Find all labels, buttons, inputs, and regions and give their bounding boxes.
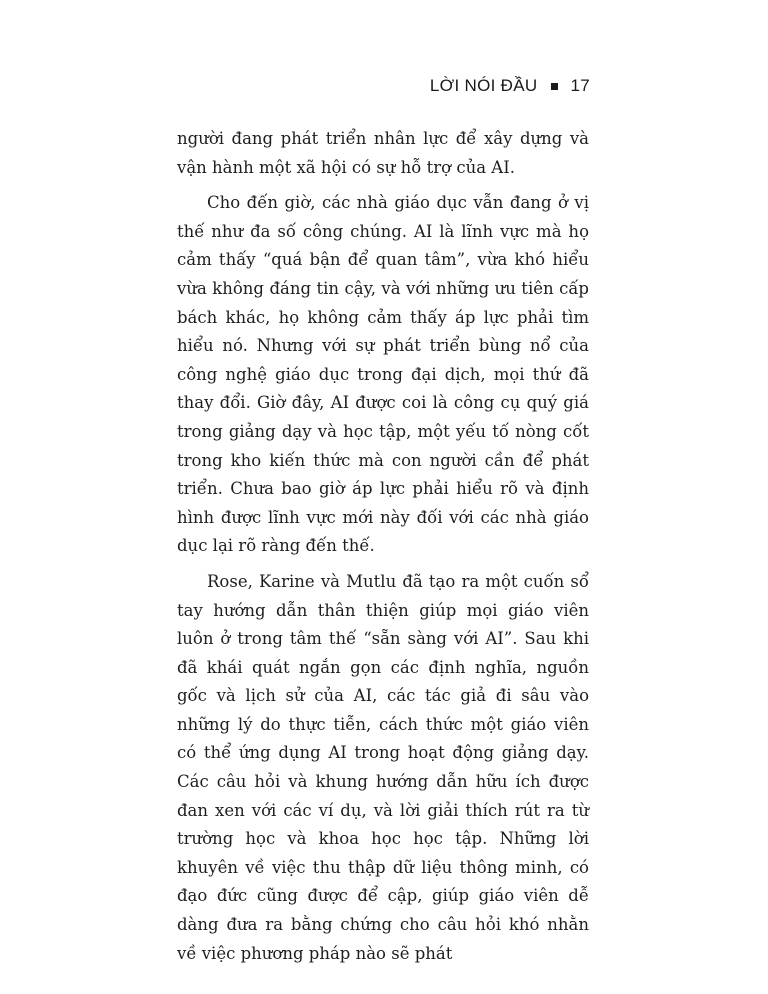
square-bullet-icon: [551, 83, 558, 90]
paragraph: Cho đến giờ, các nhà giáo dục vẫn đang ở vị thế như đa số công chúng. AI là lĩnh vực mà họ cảm thấy “quá bận để quan tâm”, vừa khó hiểu vừa không đáng tin cậy, và với những ưu tiên cấp bách khác, họ không cảm thấy áp lực phải tìm hiểu nó. Nhưng với sự phát triển bùng nổ của công nghệ giáo dục trong đại dịch, mọi thứ đã thay đổi. Giờ đây, AI được coi là công cụ quý giá trong giảng dạy và học tập, một yếu tố nòng cốt trong kho kiến thức mà con người cần để phát triển. Chưa bao giờ áp lực phải hiểu rõ và định hình được lĩnh vực mới này đối với các nhà giáo dục lại rõ ràng đến thế.: [177, 193, 589, 556]
page-number: 17: [570, 76, 590, 95]
chapter-title: LỜI NÓI ĐẦU: [429, 76, 538, 95]
paragraph: Rose, Karine và Mutlu đã tạo ra một cuốn sổ tay hướng dẫn thân thiện giúp mọi giáo viên luôn ở trong tâm thế “sẵn sàng với AI”. Sau khi đã khái quát ngắn gọn các định nghĩa, nguồn gốc và lịch sử của AI, các tác giả đi sâu vào những lý do thực tiễn, cách thức một giáo viên có thể ứng dụng AI trong hoạt động giảng dạy. Các câu hỏi và khung hướng dẫn hữu ích được đan xen với các ví dụ, và lời giải thích rút ra từ trường học và khoa học học tập. Những lời khuyên về việc thu thập dữ liệu thông minh, có đạo đức cũng được để cập, giúp giáo viên dễ dàng đưa ra bằng chứng cho câu hỏi khó nhằn về việc phương pháp nào sẽ phát: [177, 571, 589, 963]
running-header: [430, 76, 590, 96]
body-text: [177, 125, 589, 968]
paragraph-continuation: người đang phát triển nhân lực để xây dựng và vận hành một xã hội có sự hỗ trợ của AI.: [177, 129, 589, 177]
